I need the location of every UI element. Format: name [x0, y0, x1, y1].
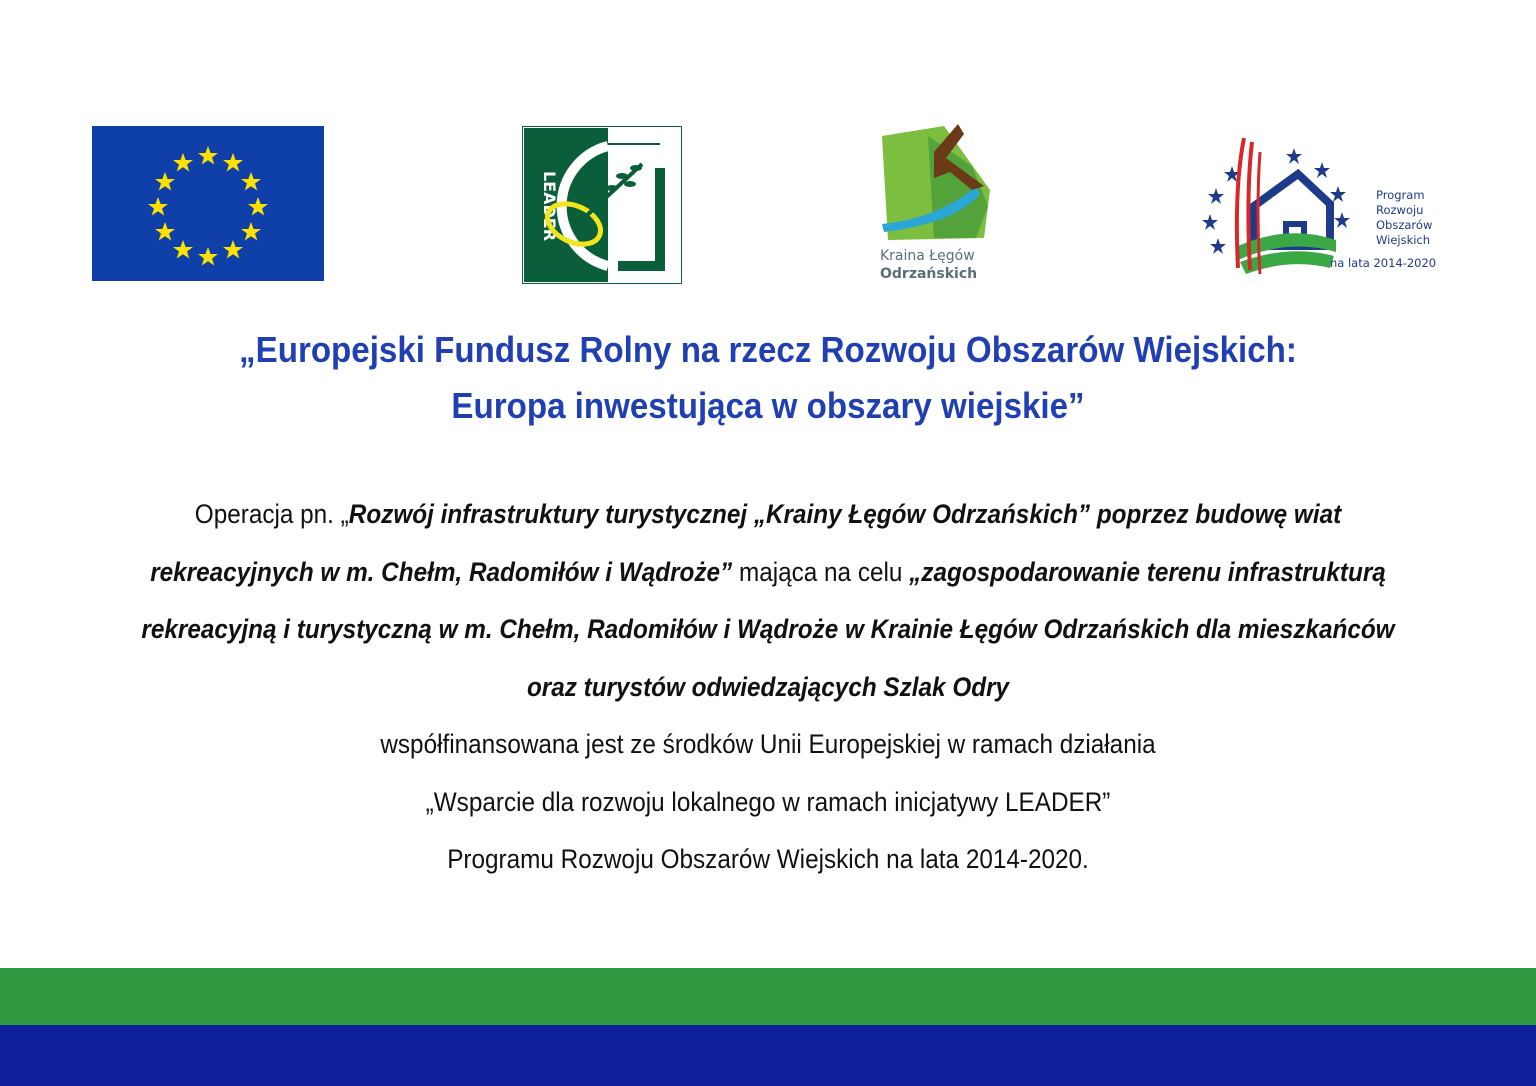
prow-logo-text — [1376, 188, 1432, 248]
operation-title: Rozwój infrastruktury turystycznej „Krainy Łęgów Odrzańskich” poprzez budowę wiat rekreacyjnych w m. Chełm, Radomiłów i Wądroże” — [150, 499, 1342, 587]
measure-line: „Wsparcie dla rozwoju lokalnego w ramach inicjatywy LEADER” — [425, 786, 1111, 817]
headline-line2: Europa inwestująca w obszary wiejskie” — [451, 385, 1085, 426]
programme-line: Programu Rozwoju Obszarów Wiejskich na lata 2014-2020. — [447, 844, 1089, 874]
operation-intro: Operacja pn. „ — [194, 499, 349, 529]
prow-logo-line1: Program — [1376, 188, 1425, 202]
prow-logo-years: na lata 2014-2020 — [1330, 256, 1437, 270]
footer-blue-bar — [0, 1025, 1536, 1086]
krlo-logo-line1: Kraina Łęgów — [880, 248, 975, 264]
prow-logo-line4: Wiejskich — [1376, 233, 1431, 247]
operation-paragraph — [131, 486, 1405, 716]
footer-green-bar — [0, 968, 1536, 1025]
headline — [61, 322, 1474, 434]
svg-text:LEADER: LEADER — [540, 170, 559, 242]
cofinancing-line: współfinansowana jest ze środków Unii Europejskiej w ramach działania — [380, 729, 1156, 759]
operation-goal: „zagospodarowanie terenu infrastrukturą rekreacyjną i turystyczną w m. Chełm, Radomiłów i Wądroże w Krainie Łęgów Odrzańskich dla mieszkańców oraz turystów odwiedzających Szlak Odry — [141, 556, 1395, 702]
prow-logo-line3: Obszarów — [1376, 218, 1433, 232]
krlo-logo-line2: Odrzańskich — [880, 266, 978, 282]
prow-logo-line2: Rozwoju — [1376, 203, 1424, 217]
eu-flag-icon — [92, 126, 324, 281]
operation-mid: mająca na celu — [732, 556, 910, 587]
operation-description — [131, 486, 1405, 889]
headline-line1: „Europejski Fundusz Rolny na rzecz Rozwoju Obszarów Wiejskich: — [239, 329, 1297, 370]
leader-logo-icon — [522, 126, 682, 284]
logo-strip — [0, 0, 1536, 300]
